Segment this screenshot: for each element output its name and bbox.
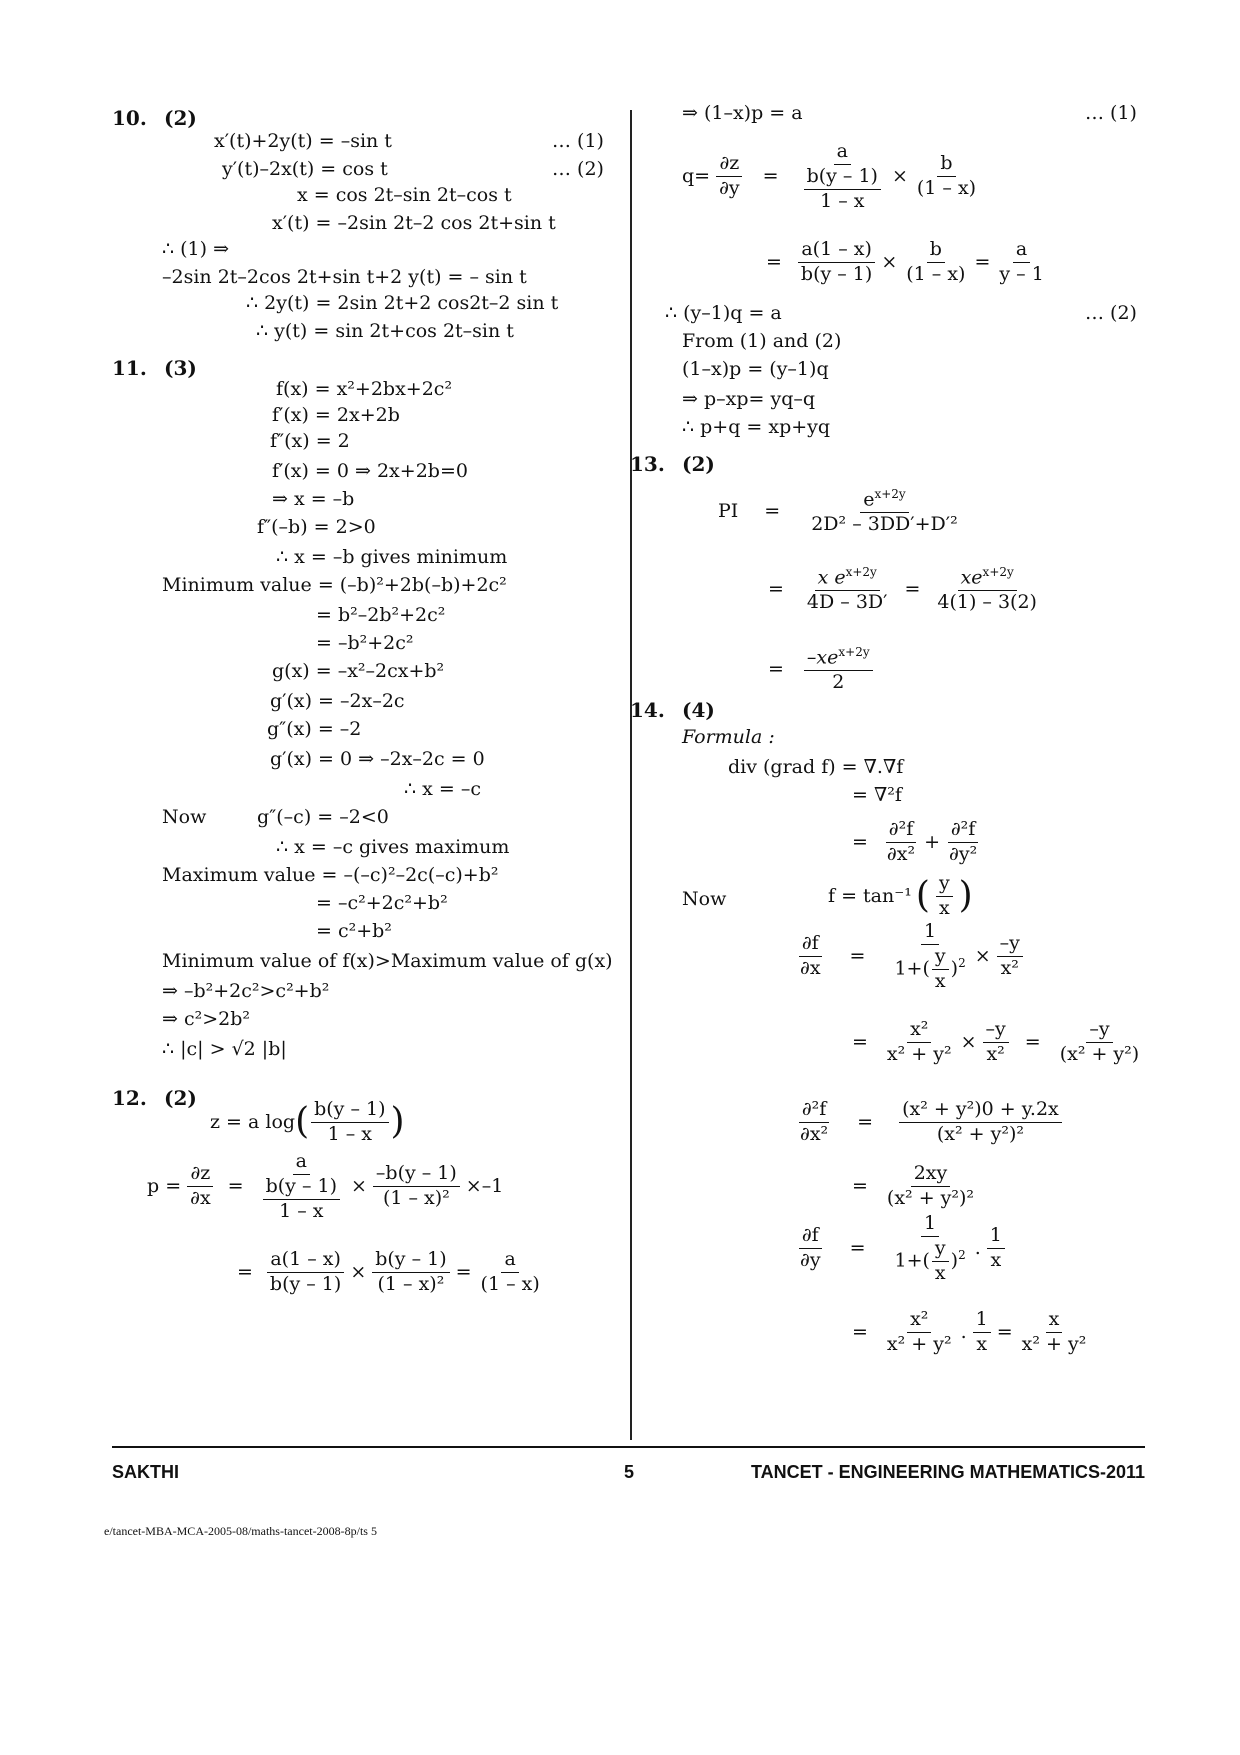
q12-line: ⇒ p–xp= yq–q <box>682 388 816 410</box>
footer-title: TANCET - ENGINEERING MATHEMATICS-2011 <box>750 1462 1145 1482</box>
fraction: $\frac{x}{\text{x² + y²}}$ <box>1021 1308 1087 1355</box>
fraction: $\frac{\partial z}{\partial x}$ <box>187 1164 214 1209</box>
fraction: $\frac{2xy}{\text{(x² + y²)²}}$ <box>886 1162 975 1209</box>
q12-tag: … (2) <box>1085 302 1137 324</box>
q10-line: x′(t)+2y(t) = –sin t <box>214 130 392 152</box>
fraction: 1 1+( $\frac{y}{x}$ )$^2$ <box>894 1212 966 1284</box>
q12-line: (1–x)p = (y–1)q <box>682 358 829 380</box>
q11-line: ⇒ c²>2b² <box>162 1008 251 1030</box>
q12-tag: … (1) <box>1085 102 1137 124</box>
fraction: $\frac{a(1 - x)}{b(y - 1)}$ <box>798 240 875 285</box>
q12-p-equation: p = $\frac{\partial z}{\partial x}$ = $\frac{a}{\frac{b(y - 1)}{1 - x}}$ × $\frac{-b(y - 1)}{\text{(1 – x)²}}$ ×–1 <box>147 1150 504 1222</box>
q12-line: From (1) and (2) <box>682 330 842 352</box>
q11-line: Maximum value = –(–c)²–2c(–c)+b² <box>162 864 499 886</box>
fraction: $\frac{\text{∂²f}}{\text{∂x²}}$ <box>800 1098 829 1145</box>
q13-pi-step2: = $\frac{x e^{x+2y}}{4D - 3D'}$ = $\frac{xe^{x+2y}}{4(1) - 3(2)}$ <box>768 566 1042 613</box>
q11-line: ∴ x = –c gives maximum <box>276 836 510 858</box>
q11-line: g′(x) = –2x–2c <box>270 690 405 712</box>
question-11-heading: 11. (3) <box>112 356 197 380</box>
q11-line: f′(x) = 0 ⇒ 2x+2b=0 <box>272 460 468 482</box>
fraction: $\frac{a}{\frac{b(y - 1)}{1 - x}}$ <box>258 1152 345 1222</box>
q14-line: div (grad f) = ∇.∇f <box>728 756 904 778</box>
fraction: $\frac{\text{x²}}{\text{x² + y²}}$ <box>886 1308 952 1355</box>
q14-d2f-result: = $\frac{2xy}{\text{(x² + y²)²}}$ <box>852 1164 979 1209</box>
q10-line: ∴ 2y(t) = 2sin 2t+2 cos2t–2 sin t <box>246 292 559 314</box>
fraction: $\frac{b}{(1 - x)}$ <box>906 238 966 285</box>
q11-line: = c²+b² <box>316 920 392 942</box>
q11-line: Minimum value of f(x)>Maximum value of g(x) <box>162 950 613 972</box>
q11-line: = –c²+2c²+b² <box>316 892 448 914</box>
q11-line: ∴ |c| > √2 |b| <box>162 1038 287 1060</box>
question-13-heading: 13. (2) <box>630 452 715 476</box>
question-10-heading: 10. (2) <box>112 106 197 130</box>
q10-line: ∴ y(t) = sin 2t+cos 2t–sin t <box>256 320 514 342</box>
question-12-heading: 12. (2) <box>112 1086 197 1110</box>
fraction: $\frac{-y}{\text{(x² + y²)}}$ <box>1059 1018 1140 1065</box>
q11-line: f′(x) = 2x+2b <box>272 404 400 426</box>
q13-pi-result: = $\frac{-xe^{x+2y}}{2}$ <box>768 646 875 693</box>
q10-tag: … (1) <box>552 130 604 152</box>
fraction: $\frac{-xe^{x+2y}}{2}$ <box>804 646 873 693</box>
q13-pi-equation: PI = $\frac{e^{x+2y}}{\text{2D² – 3DD′+D′²}}$ <box>718 488 963 535</box>
q14-df-dy-result: = $\frac{\text{x²}}{\text{x² + y²}}$ . $\frac{1}{x}$ = $\frac{x}{\text{x² + y²}}$ <box>852 1310 1091 1355</box>
fraction: $\frac{a}{(1 - x)}$ <box>480 1248 540 1295</box>
q11-line: = –b²+2c² <box>316 632 414 654</box>
q11-line: f″(x) = 2 <box>270 430 350 452</box>
q12-z-equation: z = a log ( $\frac{b(y - 1)}{1 - x}$ ) <box>210 1098 405 1145</box>
q11-line: g″(–c) = –2<0 <box>257 806 389 828</box>
question-14-heading: 14. (4) <box>630 698 715 722</box>
q14-df-dx: $\frac{\partial f}{\partial x}$ = 1 1+( $\frac{y}{x}$ )$^2$ × $\frac{-y}{\text{x²}}$ <box>795 922 1025 992</box>
q10-line: y′(t)–2x(t) = cos t <box>222 158 388 180</box>
q10-line: –2sin 2t–2cos 2t+sin t+2 y(t) = – sin t <box>162 266 527 288</box>
q10-line: ∴ (1) ⇒ <box>162 238 230 260</box>
fraction: $\frac{\text{∂²f}}{\text{∂x²}}$ <box>886 818 916 865</box>
fraction: $\frac{-y}{\text{x²}}$ <box>983 1020 1009 1065</box>
fraction: $\frac{-b(y - 1)}{\text{(1 – x)²}}$ <box>373 1164 460 1209</box>
fraction: $\frac{1}{x}$ <box>973 1310 991 1355</box>
q14-formula-label: Formula : <box>682 726 775 748</box>
q11-line: = b²–2b²+2c² <box>316 604 446 626</box>
fraction: $\frac{\partial z}{\partial y}$ <box>716 154 743 199</box>
q14-df-dx-simplified: = $\frac{\text{x²}}{\text{x² + y²}}$ × $\frac{-y}{\text{x²}}$ = $\frac{-y}{\text{(x² + y²)}}$ <box>852 1020 1144 1065</box>
footer-rule <box>112 1446 1145 1448</box>
q11-line: g″(x) = –2 <box>267 718 362 740</box>
q11-line: f″(–b) = 2>0 <box>257 516 376 538</box>
q11-line: Now <box>162 806 207 828</box>
fraction: $\frac{\text{∂²f}}{\text{∂y²}}$ <box>949 818 978 865</box>
q11-line: ⇒ –b²+2c²>c²+b² <box>162 980 330 1002</box>
fraction: $\frac{y}{x}$ <box>936 874 953 919</box>
fraction: $\frac{\partial f}{\partial x}$ <box>800 932 821 980</box>
fraction: $\frac{a}{y - 1}$ <box>999 238 1044 285</box>
fraction: 1 1+( $\frac{y}{x}$ )$^2$ <box>894 920 966 992</box>
q10-line: x′(t) = –2sin 2t–2 cos 2t+sin t <box>272 212 556 234</box>
q10-line: x = cos 2t–sin 2t–cos t <box>297 184 512 206</box>
fraction: $\frac{\partial f}{\partial y}$ <box>800 1224 821 1272</box>
q11-line: f(x) = x²+2bx+2c² <box>276 378 453 400</box>
q14-d2f-dx2: $\frac{\text{∂²f}}{\text{∂x²}}$ = $\frac{\text{(x² + y²)0 + y.2x}}{\text{(x² + y²)²}}$ <box>795 1100 1064 1145</box>
file-path: e/tancet-MBA-MCA-2005-08/maths-tancet-2008-8p/ts 5 <box>104 1524 377 1538</box>
q12-p-simplified: = $\frac{a(1 - x)}{b(y - 1)}$ × $\frac{b(y - 1)}{\text{(1 – x)²}}$ = $\frac{a}{(1 - x)}$ <box>237 1250 545 1295</box>
q12-q-simplified: = $\frac{a(1 - x)}{b(y - 1)}$ × $\frac{b}{(1 - x)}$ = $\frac{a}{y - 1}$ <box>766 240 1049 285</box>
fraction: $\frac{a}{\frac{b(y - 1)}{1 - x}}$ <box>799 142 886 212</box>
fraction: $\frac{1}{x}$ <box>987 1226 1005 1271</box>
q11-line: ∴ x = –c <box>404 778 481 800</box>
q12-line: ∴ (y–1)q = a <box>665 302 782 324</box>
page-number: 5 <box>624 1462 635 1482</box>
fraction: $\frac{\text{(x² + y²)0 + y.2x}}{\text{(x² + y²)²}}$ <box>899 1100 1062 1145</box>
fraction: $\frac{b(y - 1)}{\text{(1 – x)²}}$ <box>372 1250 449 1295</box>
q14-f-definition: f = tan⁻¹ ( $\frac{y}{x}$ ) <box>828 872 973 919</box>
q14-line: = ∇²f <box>852 784 902 806</box>
fraction: $\frac{-y}{\text{x²}}$ <box>997 934 1023 979</box>
footer-publisher: SAKTHI <box>112 1462 179 1482</box>
fraction: $\frac{xe^{x+2y}}{4(1) - 3(2)}$ <box>937 565 1037 614</box>
q11-line: Minimum value = (–b)²+2b(–b)+2c² <box>162 574 507 596</box>
fraction: $\frac{e^{x+2y}}{\text{2D² – 3DD′+D′²}}$ <box>811 487 958 536</box>
q12-q-equation: q= $\frac{\partial z}{\partial y}$ = $\frac{a}{\frac{b(y - 1)}{1 - x}}$ × $\frac{b}{(1 - x)}$ <box>682 142 981 212</box>
q14-now-label: Now <box>682 888 727 910</box>
fraction: $\frac{a(1 - x)}{b(y - 1)}$ <box>267 1250 344 1295</box>
fraction: $\frac{x e^{x+2y}}{4D - 3D'}$ <box>806 565 888 614</box>
q14-df-dy: $\frac{\partial f}{\partial y}$ = 1 1+( $\frac{y}{x}$ )$^2$ . $\frac{1}{x}$ <box>795 1214 1007 1284</box>
column-divider <box>630 110 632 1440</box>
q12-line: ∴ p+q = xp+yq <box>682 416 831 438</box>
q11-line: g′(x) = 0 ⇒ –2x–2c = 0 <box>270 748 485 770</box>
q11-line: ∴ x = –b gives minimum <box>276 546 508 568</box>
q10-tag: … (2) <box>552 158 604 180</box>
q11-line: g(x) = –x²–2cx+b² <box>272 660 445 682</box>
q12-line: ⇒ (1–x)p = a <box>682 102 803 124</box>
q14-laplacian: = $\frac{\text{∂²f}}{\text{∂x²}}$ + $\frac{\text{∂²f}}{\text{∂y²}}$ <box>852 820 982 865</box>
fraction: $\frac{b(y - 1)}{1 - x}$ <box>311 1100 388 1145</box>
fraction: $\frac{b}{(1 - x)}$ <box>916 152 977 200</box>
q11-line: ⇒ x = –b <box>272 488 355 510</box>
fraction: $\frac{\text{x²}}{\text{x² + y²}}$ <box>886 1018 952 1065</box>
